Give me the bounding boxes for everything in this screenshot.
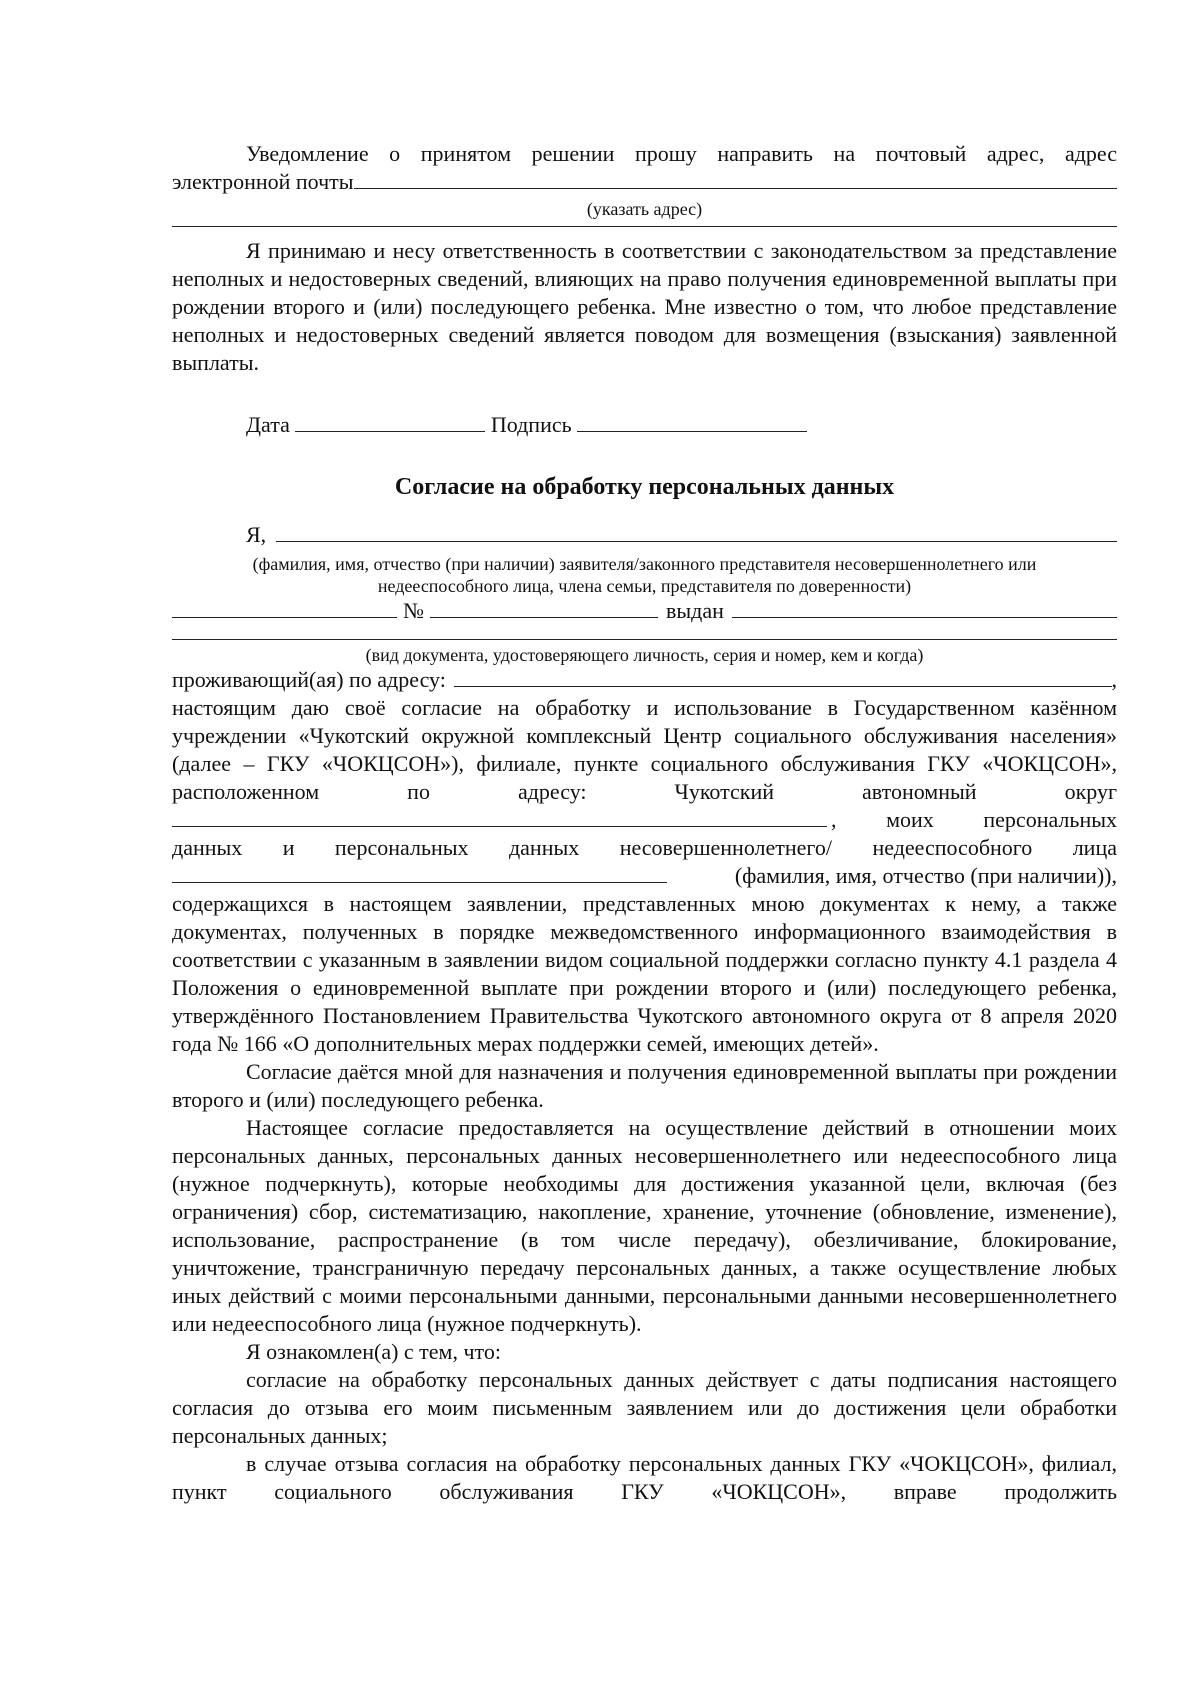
validity-paragraph: согласие на обработку персональных данных действует с даты подписания настоящего согласия до отзыва его моим письменным заявлением или до достижения цели обработки персональных данных; <box>172 1367 1117 1448</box>
date-field[interactable] <box>295 411 485 432</box>
fio-caption: (фамилия, имя, отчество (при наличии) заявителя/законного представителя несовершеннолетнего или недееспособного лица, члена семьи, представителя по доверенности) <box>252 554 1037 596</box>
consent-paragraph-c: данных и персональных данных несовершеннолетнего/ недееспособного лица <box>172 835 1117 860</box>
responsibility-paragraph: Я принимаю и несу ответственность в соответствии с законодательством за представление неполных и недостоверных сведений, влияющих на право получения единовременной выплаты при рождении второго и (или) последующего ребенка. Мне известно о том, что любое представление неполных и недостоверных сведений является поводом для возмещения (взыскания) заявленной выплаты. <box>172 238 1117 375</box>
email-field[interactable] <box>354 168 1117 189</box>
residing-label: проживающий(ая) по адресу: <box>172 667 446 692</box>
document-line[interactable] <box>172 625 1117 640</box>
consent-paragraph-a: настоящим даю своё согласие на обработку и использование в Государственном казённом учреждении «Чукотский окружной комплексный Центр социального обслуживания населения» (далее – ГКУ «ЧОКЦСОН»), филиале, пункте социального обслуживания ГКУ «ЧОКЦСОН», расположенном по адресу: Чукотский автономный округ <box>172 695 1117 804</box>
document-row <box>172 597 1117 625</box>
signature-row <box>172 411 1117 439</box>
issued-label: выдан <box>666 598 724 623</box>
consent-title: Согласие на обработку персональных данных <box>394 474 895 500</box>
signature-field[interactable] <box>577 411 807 432</box>
actions-paragraph: Настоящее согласие предоставляется на осуществление действий в отношении моих персональных данных, персональных данных несовершеннолетнего или недееспособного лица (нужное подчеркнуть), которые необходимы для достижения указанной цели, включая (без ограничения) сбор, систематизацию, накопление, хранение, уточнение (обновление, изменение), использование, распространение (в том числе передачу), обезличивание, блокирование, уничтожение, трансграничную передачу персональных данных, а также осуществление любых иных действий с моими персональными данными, персональными данными несовершеннолетнего или недееспособного лица (нужное подчеркнуть). <box>172 1115 1117 1336</box>
aware-paragraph: Я ознакомлен(а) с тем, что: <box>246 1339 501 1364</box>
document-caption: (вид документа, удостоверяющего личность, серия и номер, кем и когда) <box>365 645 924 665</box>
address-line[interactable] <box>172 220 1117 227</box>
notice-line1: Уведомление о принятом решении прошу направить на почтовый адрес, адрес <box>246 141 1117 166</box>
doc-number-field[interactable] <box>430 597 658 618</box>
consent-paragraph-e: содержащихся в настоящем заявлении, представленных мною документах к нему, а также документах, полученных в порядке межведомственного информационного взаимодействия в соответствии с указанным в заявлении видом социальной поддержки согласно пункту 4.1 раздела 4 Положения о единовременной выплате при рождении второго и (или) последующего ребенка, утверждённого Постановлением Правительства Чукотского автономного округа от 8 апреля 2020 года № 166 «О дополнительных мерах поддержки семей, имеющих детей». <box>172 891 1117 1056</box>
fio-field[interactable] <box>276 521 1117 542</box>
sign-label: Подпись <box>490 412 572 437</box>
minor-fio-caption: (фамилия, имя, отчество (при наличии)), <box>734 863 1117 888</box>
doc-type-field[interactable] <box>172 597 397 618</box>
address-row <box>172 666 1117 694</box>
residing-field[interactable] <box>454 666 1112 687</box>
region-row <box>172 806 1117 834</box>
document-page <box>172 140 1117 1506</box>
purpose-paragraph: Согласие даётся мной для назначения и получения единовременной выплаты при рождении второго и (или) последующего ребенка. <box>172 1059 1117 1112</box>
fio-row <box>172 521 1117 549</box>
residing-comma: , <box>1111 667 1117 692</box>
i-label: Я, <box>246 522 267 547</box>
email-label: электронной почты <box>172 169 354 194</box>
issued-field[interactable] <box>732 597 1117 618</box>
number-label: № <box>403 598 424 623</box>
minor-fio-field[interactable] <box>172 862 667 883</box>
address-caption: (указать адрес) <box>586 199 703 219</box>
region-address-field[interactable] <box>172 806 827 827</box>
region-row-text: , моих персональных <box>831 807 1117 832</box>
email-row <box>172 168 1117 196</box>
date-label: Дата <box>246 412 290 437</box>
revoke-paragraph: в случае отзыва согласия на обработку персональных данных ГКУ «ЧОКЦСОН», филиал, пункт социального обслуживания ГКУ «ЧОКЦСОН», вправе продолжить <box>172 1451 1117 1504</box>
minor-row <box>172 862 1117 890</box>
